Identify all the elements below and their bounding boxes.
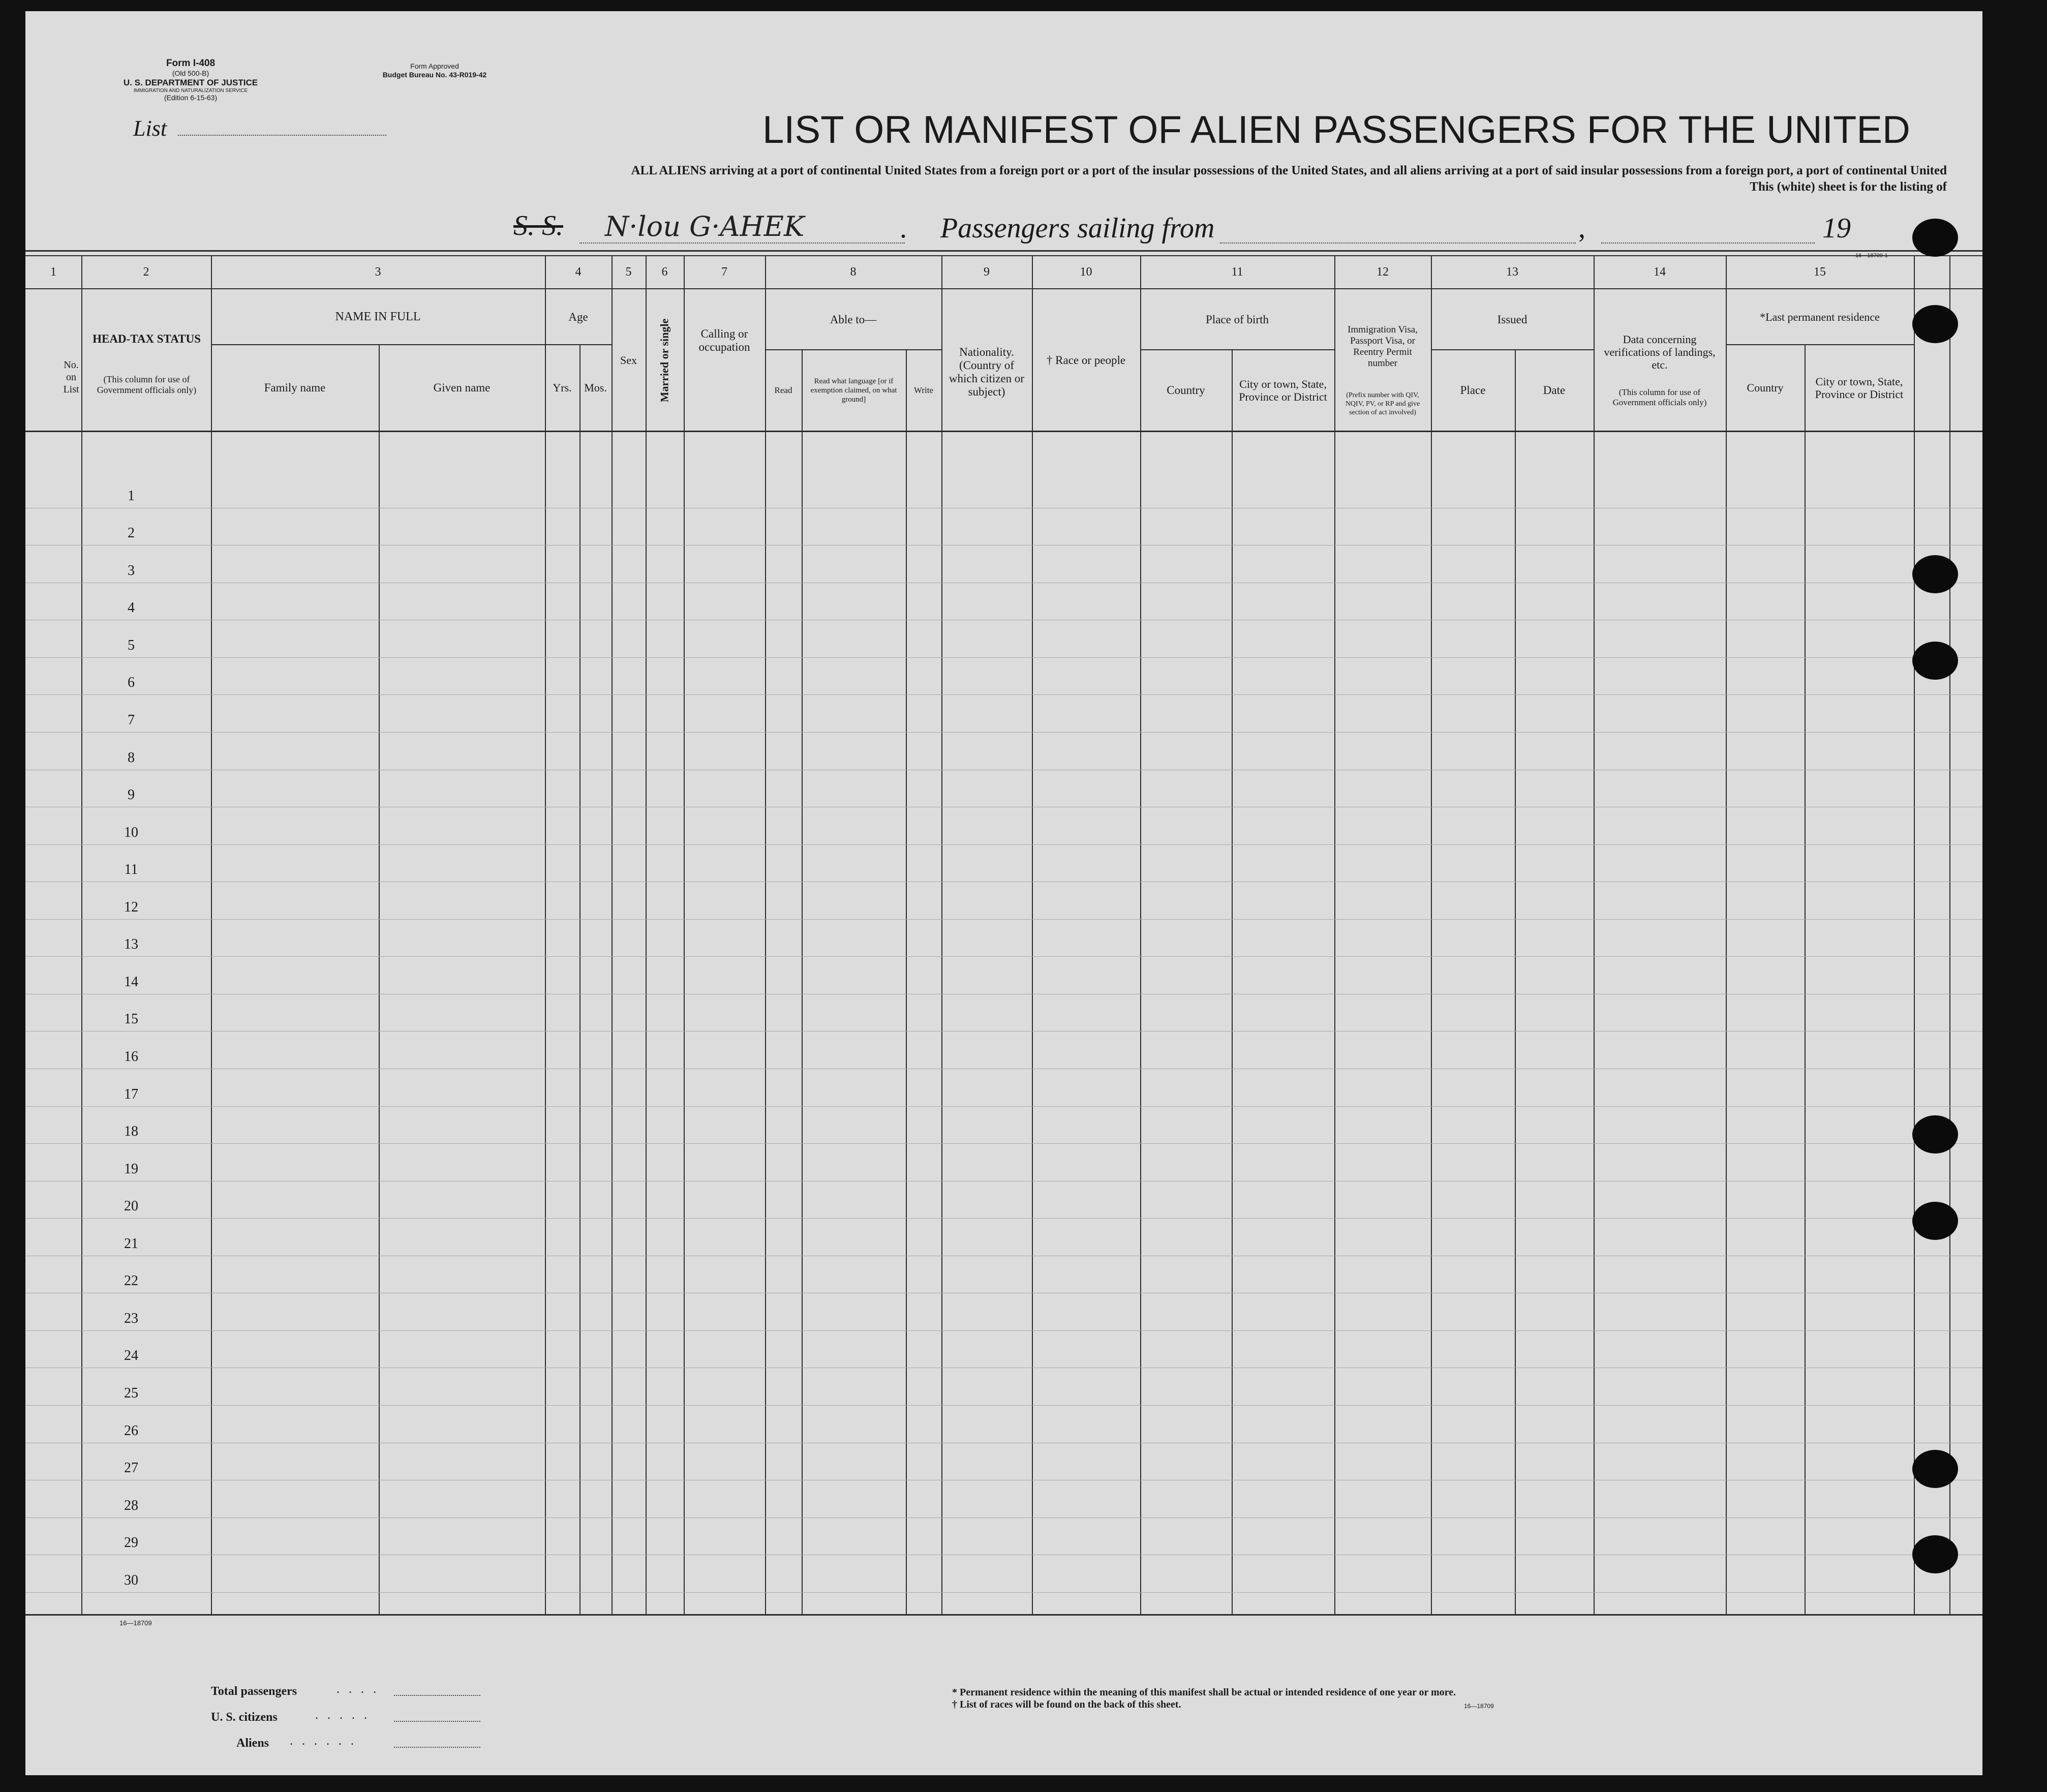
col-line — [545, 255, 546, 1614]
header-read-language: Read what language [or if exemption claimed, on what ground] — [810, 377, 897, 404]
header-given-name: Given name — [433, 381, 491, 394]
header-family-name: Family name — [264, 381, 326, 394]
row-rule — [25, 1517, 1982, 1518]
top-rule — [25, 250, 1982, 252]
row-number: 26 — [124, 1423, 138, 1439]
header-data-concerning: Data concerning verifications of landings, etc. — [1604, 332, 1716, 371]
row-number: 17 — [124, 1086, 138, 1102]
header-issued: Issued — [1497, 313, 1527, 326]
us-citizens-dots: . . . . . — [315, 1709, 370, 1722]
col-line — [1914, 255, 1915, 1614]
col-line — [579, 344, 581, 1614]
subtitle-line-1: ALL ALIENS arriving at a port of continental United States from a foreign port or a port of the insular possessions of the United States, and all aliens arriving at a port of said insular possessions from a foreign port, a port of continental United — [631, 164, 1947, 177]
row-number: 9 — [128, 787, 135, 803]
header-place: Place — [1460, 384, 1486, 397]
colnum-3: 3 — [375, 265, 381, 279]
header-write: Write — [913, 385, 934, 395]
col-line — [1726, 255, 1727, 1614]
col-line — [802, 349, 803, 1614]
col-line — [1431, 255, 1432, 1614]
row-number: 18 — [124, 1123, 138, 1139]
col-line — [765, 255, 766, 1614]
binding-hole — [1912, 1450, 1958, 1488]
colnum-8: 8 — [850, 265, 857, 279]
header-visa-note: (Prefix number with QIV, NQIV, PV, or RP and give section of act involved) — [1345, 391, 1420, 416]
colnum-11: 11 — [1231, 265, 1243, 279]
manifest-sheet — [25, 11, 1982, 1775]
row-number: 14 — [124, 974, 138, 990]
subtitle-line-2: This (white) sheet is for the listing of — [1750, 180, 1947, 194]
row-number: 1 — [128, 488, 135, 504]
us-citizens-label: U. S. citizens — [211, 1711, 278, 1724]
header-no-on-list: No. on List — [63, 359, 79, 395]
header-city-birth: City or town, State, Province or District — [1239, 378, 1327, 403]
header-visa: Immigration Visa, Passport Visa, or Reentry Permit number — [1348, 324, 1418, 369]
colnum-rule — [25, 288, 1982, 289]
row-number: 25 — [124, 1385, 138, 1401]
total-passengers-label: Total passengers — [211, 1685, 297, 1698]
vessel-name-handwritten: N·lou G·AHEK — [605, 210, 805, 242]
list-number-blank — [178, 135, 386, 136]
header-head-tax: HEAD-TAX STATUS — [93, 332, 201, 345]
col-line — [684, 255, 685, 1614]
row-rule — [25, 657, 1982, 658]
row-rule — [25, 1592, 1982, 1593]
col-line — [81, 255, 82, 1614]
binding-hole — [1912, 1535, 1958, 1573]
header-married: Married or single — [658, 318, 671, 402]
form-id: Form I-408 — [166, 58, 216, 69]
vessel-name-blank — [579, 242, 905, 244]
colnum-1: 1 — [50, 265, 56, 279]
row-number: 29 — [124, 1535, 138, 1551]
us-citizens-blank — [394, 1721, 480, 1722]
list-label: List — [133, 116, 167, 141]
form-old-id: (Old 500-B) — [172, 69, 209, 77]
header-bottom-rule — [25, 431, 1982, 432]
row-number: 7 — [128, 712, 135, 728]
row-number: 20 — [124, 1198, 138, 1214]
col-line — [906, 349, 907, 1614]
row-rule — [25, 1106, 1982, 1107]
colnum-13: 13 — [1506, 265, 1518, 279]
department: U. S. DEPARTMENT OF JUSTICE — [123, 78, 258, 87]
page-title: LIST OR MANIFEST OF ALIEN PASSENGERS FOR THE UNITED — [762, 108, 1910, 151]
row-number: 16 — [124, 1049, 138, 1065]
binding-hole — [1912, 555, 1958, 593]
row-rule — [25, 1330, 1982, 1331]
header-head-tax-note: (This column for use of Government officials only) — [97, 374, 197, 395]
header-married-wrap — [646, 290, 684, 431]
footnote-races: † List of races will be found on the back of this sheet. — [952, 1699, 1181, 1710]
colnum-2: 2 — [143, 265, 149, 279]
header-country-2: Country — [1747, 381, 1784, 394]
row-number: 28 — [124, 1498, 138, 1513]
binding-hole — [1912, 1115, 1958, 1153]
aliens-dots: . . . . . . — [290, 1735, 357, 1748]
col-line — [1515, 349, 1516, 1614]
colnum-15: 15 — [1814, 265, 1826, 279]
row-number: 10 — [124, 825, 138, 840]
form-approved: Form Approved — [410, 62, 459, 70]
header-city-res: City or town, State, Province or District — [1815, 375, 1904, 401]
col-line — [1949, 255, 1950, 1614]
header-data-note: (This column for use of Government officials only) — [1612, 387, 1707, 407]
header-able-to: Able to— — [830, 313, 877, 326]
row-number: 24 — [124, 1348, 138, 1363]
col-line — [379, 344, 380, 1614]
row-number: 4 — [128, 600, 135, 616]
col-line — [1140, 255, 1141, 1614]
header-age: Age — [568, 310, 588, 323]
row-number: 11 — [124, 862, 138, 877]
binding-hole — [1912, 642, 1958, 680]
col-line — [646, 255, 647, 1614]
row-number: 13 — [124, 936, 138, 952]
vessel-period: . — [900, 212, 907, 244]
header-calling: Calling or occupation — [698, 327, 750, 353]
colnum-7: 7 — [721, 265, 727, 279]
aliens-label: Aliens — [236, 1737, 269, 1750]
binding-hole — [1912, 219, 1958, 257]
col-line — [1805, 344, 1806, 1614]
col-line — [1232, 349, 1233, 1614]
row-number: 23 — [124, 1311, 138, 1326]
row-number: 2 — [128, 525, 135, 541]
row-rule — [25, 732, 1982, 733]
col-line — [941, 255, 942, 1614]
print-code-bottom: 16—18709 — [119, 1619, 152, 1627]
row-rule — [25, 1218, 1982, 1219]
edition: (Edition 6-15-63) — [164, 94, 218, 102]
row-number: 6 — [128, 675, 135, 690]
colnum-4: 4 — [575, 265, 582, 279]
row-rule — [25, 694, 1982, 695]
row-rule — [25, 844, 1982, 845]
colnum-12: 12 — [1377, 265, 1389, 279]
row-number: 12 — [124, 899, 138, 915]
binding-hole — [1912, 305, 1958, 343]
print-code-top: 16—18709-1 — [1855, 253, 1888, 259]
sailing-date-blank — [1601, 242, 1815, 244]
sailing-from-label: Passengers sailing from — [940, 212, 1215, 244]
col-line — [1032, 255, 1033, 1614]
row-number: 21 — [124, 1236, 138, 1252]
row-number: 15 — [124, 1011, 138, 1027]
service: IMMIGRATION AND NATURALIZATION SERVICE — [133, 88, 248, 94]
header-country: Country — [1167, 384, 1205, 397]
colnum-10: 10 — [1080, 265, 1092, 279]
form-id-block — [122, 58, 259, 102]
header-read: Read — [774, 385, 792, 395]
budget-number: Budget Bureau No. 43-R019-42 — [382, 71, 487, 79]
binding-hole — [1912, 1202, 1958, 1240]
sailing-comma: , — [1578, 212, 1585, 244]
col-line — [1594, 255, 1595, 1614]
header-race: † Race or people — [1046, 353, 1126, 367]
header-date: Date — [1543, 384, 1566, 397]
header-place-of-birth: Place of birth — [1206, 313, 1269, 326]
print-code-footer: 16—18709 — [1464, 1703, 1494, 1710]
aliens-blank — [394, 1747, 480, 1748]
vessel-prefix: S. S. — [513, 210, 563, 241]
col-line — [1334, 255, 1335, 1614]
row-rule — [25, 956, 1982, 957]
row-number: 30 — [124, 1572, 138, 1588]
header-nationality: Nationality. (Country of which citizen or subject) — [949, 346, 1025, 398]
row-number: 27 — [124, 1460, 138, 1476]
row-rule — [25, 919, 1982, 920]
row-number: 22 — [124, 1273, 138, 1289]
colnum-9: 9 — [984, 265, 990, 279]
header-yrs: Yrs. — [553, 381, 572, 394]
colnum-14: 14 — [1654, 265, 1666, 279]
total-passengers-blank — [394, 1695, 480, 1696]
row-rule — [25, 1143, 1982, 1144]
total-passengers-dots: . . . . — [337, 1683, 379, 1696]
col-line — [612, 255, 613, 1614]
col-line — [211, 255, 212, 1614]
footnote-permanent: * Permanent residence within the meaning of this manifest shall be actual or intended residence of one year or more. — [952, 1687, 1456, 1698]
colnum-5: 5 — [625, 265, 632, 279]
table-bottom-rule — [25, 1614, 1982, 1616]
row-rule — [25, 1405, 1982, 1406]
header-last-residence: *Last permanent residence — [1760, 310, 1880, 323]
header-sex: Sex — [620, 353, 637, 367]
row-number: 19 — [124, 1161, 138, 1177]
header-mos: Mos. — [584, 381, 607, 394]
budget-block — [351, 62, 518, 79]
sailing-port-blank — [1220, 242, 1576, 244]
row-number: 8 — [128, 750, 135, 766]
year-prefix: 19 — [1822, 212, 1851, 244]
header-name-in-full: NAME IN FULL — [335, 310, 421, 323]
row-number: 3 — [128, 563, 135, 579]
colnum-6: 6 — [661, 265, 668, 279]
row-number: 5 — [128, 637, 135, 653]
